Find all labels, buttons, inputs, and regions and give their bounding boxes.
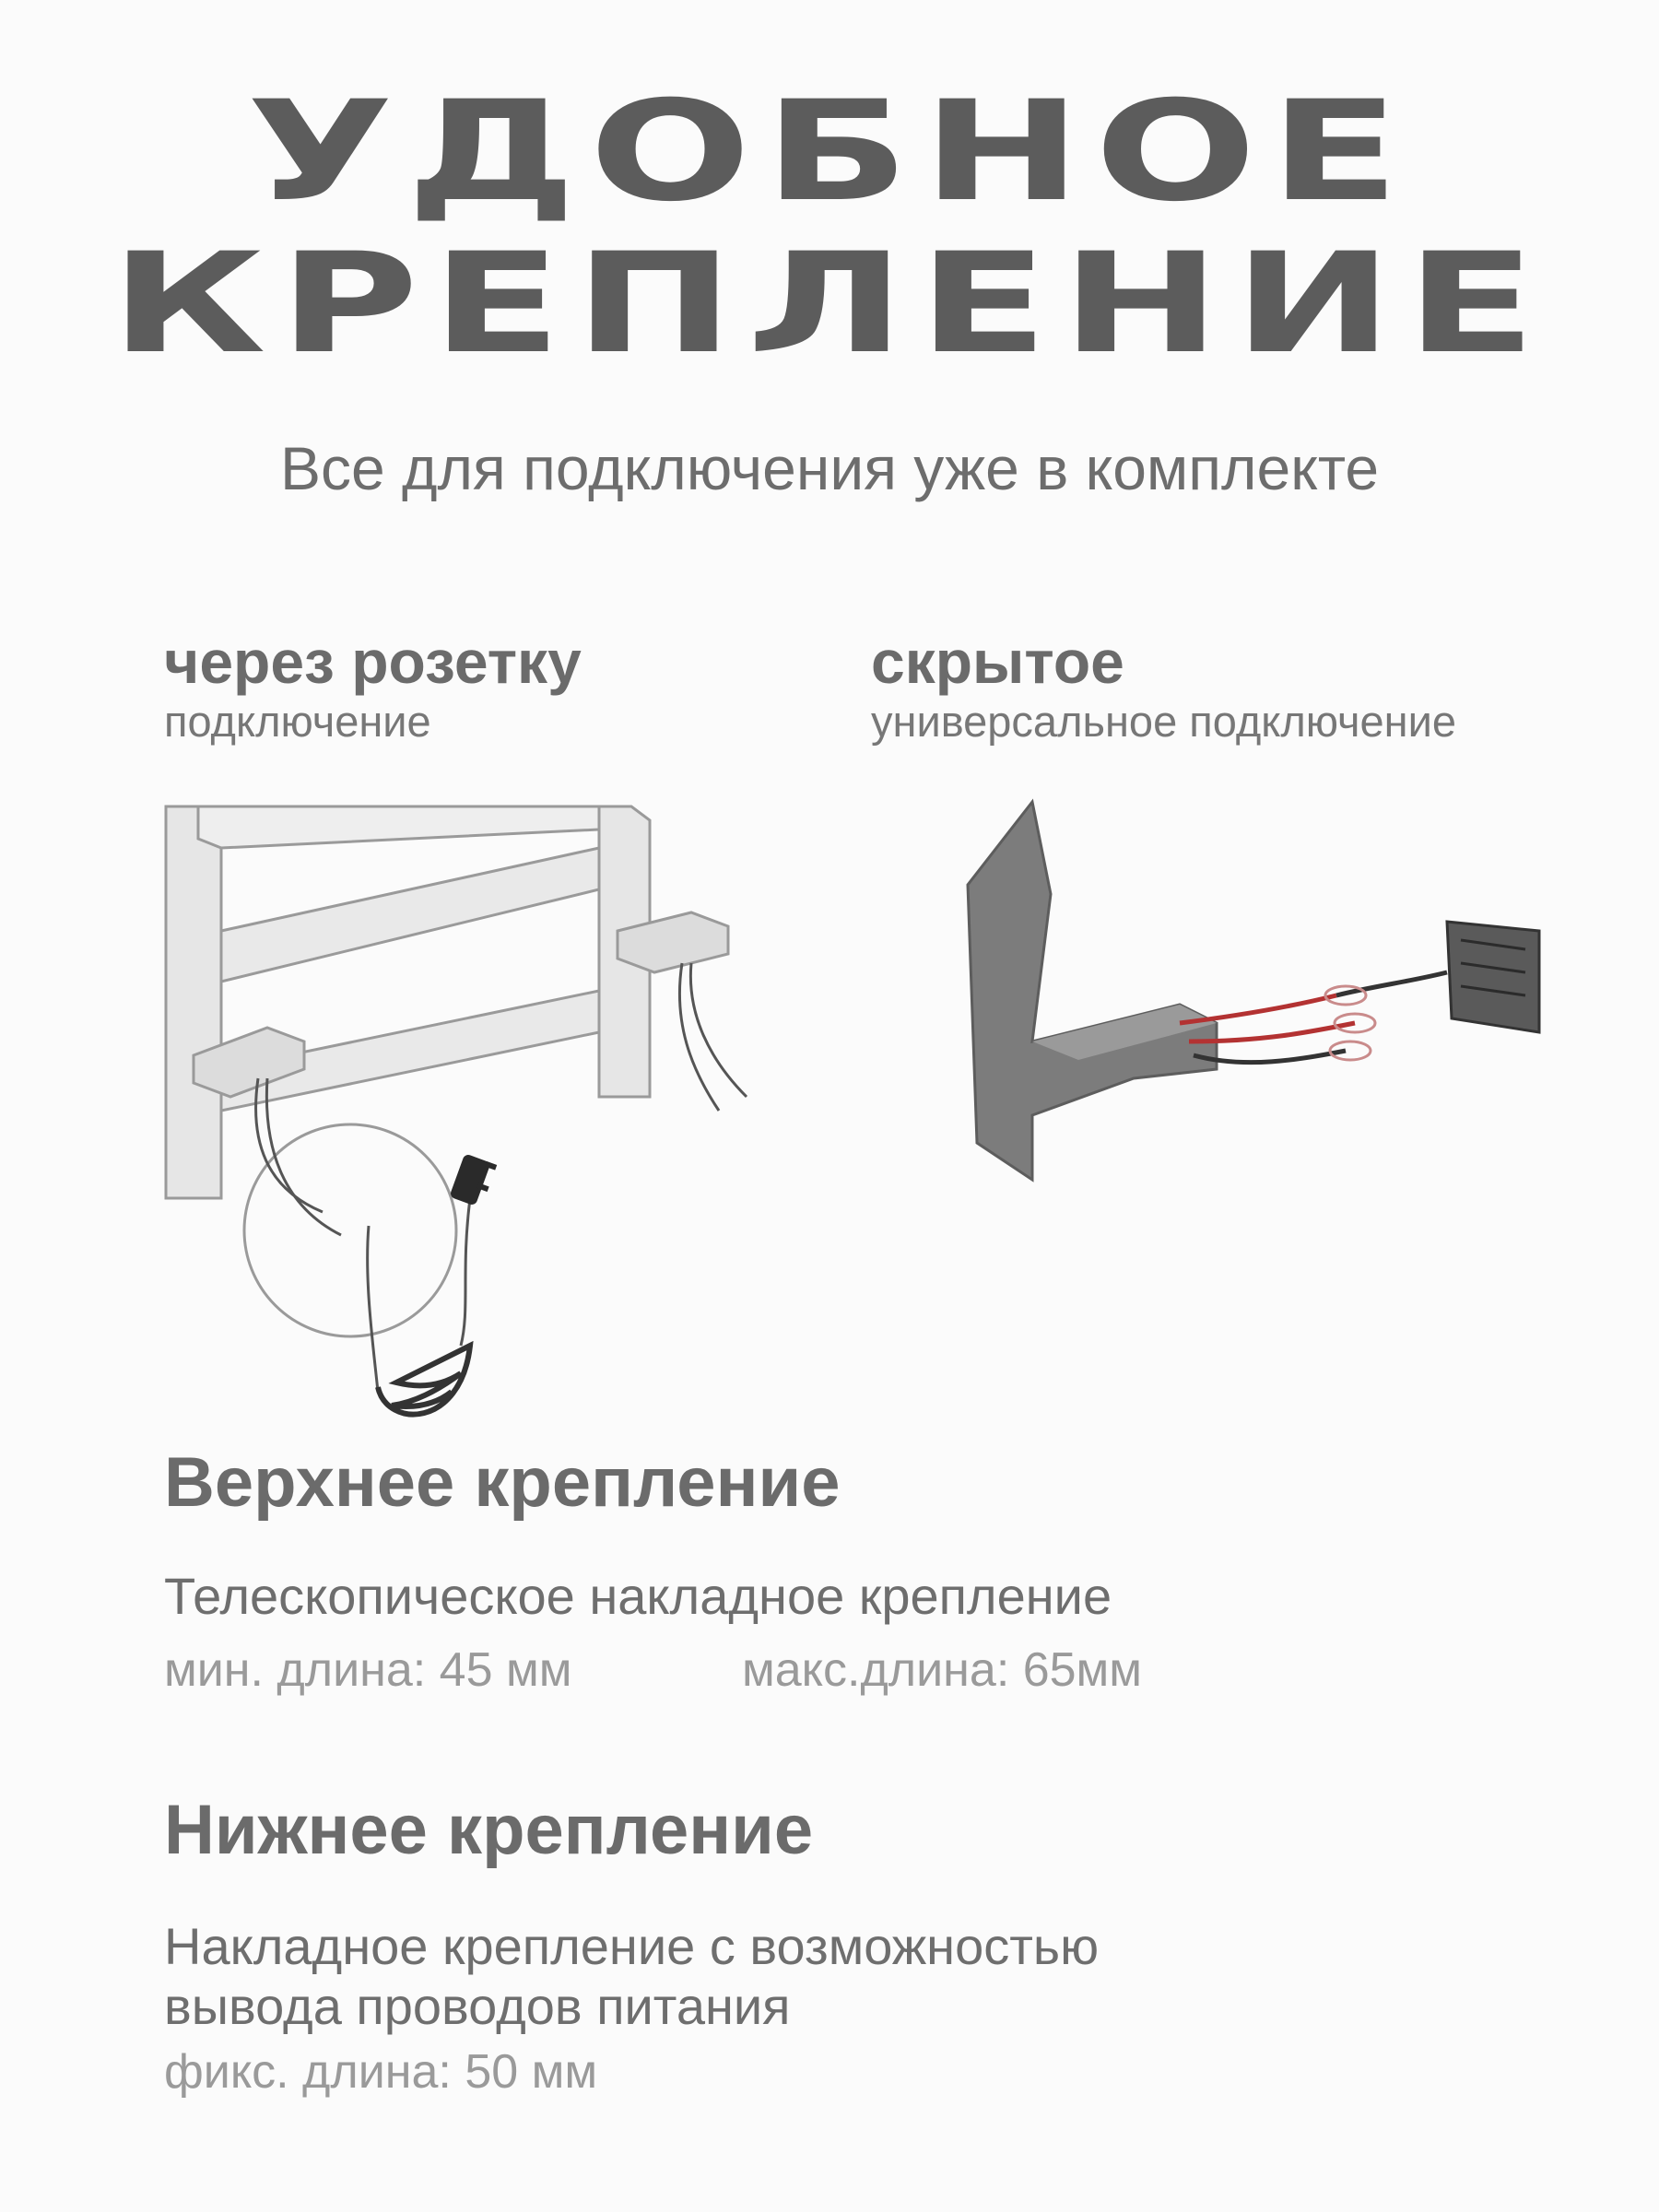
socket-connection-subtitle: подключение	[164, 697, 431, 746]
bottom-mount-fixed-length: фикс. длина: 50 мм	[164, 2045, 598, 2099]
top-mount-description: Телескопическое накладное крепление	[164, 1567, 1112, 1625]
socket-connection-title: через розетку	[164, 628, 582, 696]
page-title-line-1: УДОБНОЕ	[246, 72, 1413, 232]
bottom-mount-title: Нижнее крепление	[164, 1791, 814, 1869]
top-mount-min-length: мин. длина: 45 мм	[164, 1643, 572, 1697]
page-title-line-2: КРЕПЛЕНИЕ	[110, 224, 1549, 384]
socket-connection-illustration	[157, 793, 802, 1438]
page-subtitle: Все для подключения уже в комплекте	[279, 434, 1380, 502]
hidden-connection-illustration	[949, 793, 1594, 1198]
hidden-connection-subtitle: универсальное подключение	[871, 697, 1456, 746]
top-mount-max-length: макс.длина: 65мм	[742, 1643, 1143, 1697]
top-mount-title: Верхнее крепление	[164, 1443, 841, 1522]
bottom-mount-description-line-2: вывода проводов питания	[164, 1977, 791, 2035]
hidden-connection-title: скрытое	[871, 628, 1124, 696]
bottom-mount-description-line-1: Накладное крепление с возможностью	[164, 1917, 1100, 1975]
